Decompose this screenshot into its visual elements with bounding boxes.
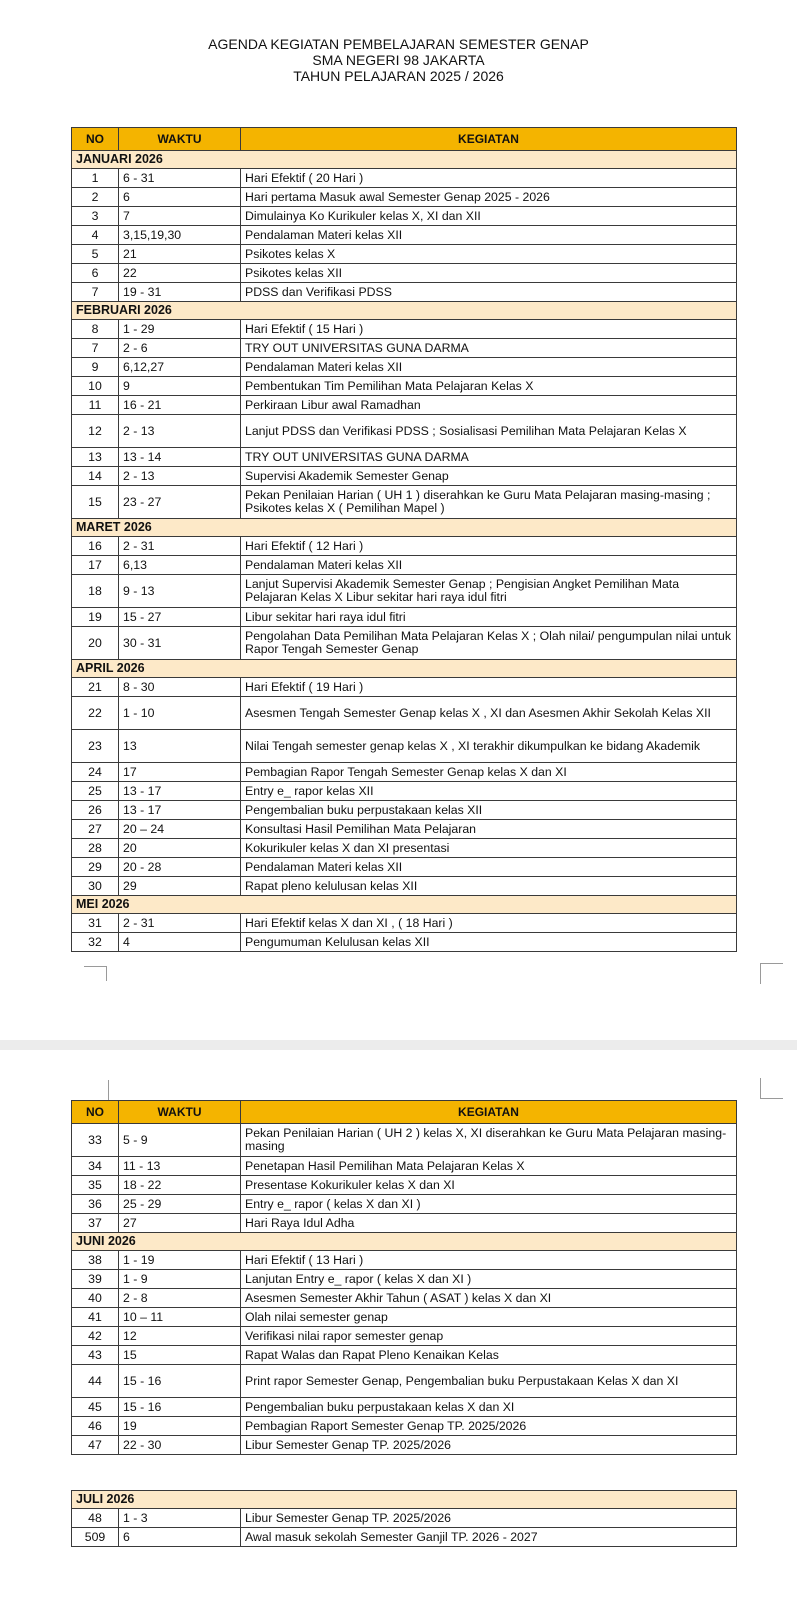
- row-number: 21: [72, 678, 119, 697]
- row-number: 22: [72, 697, 119, 730]
- row-kegiatan: Entry e_ rapor kelas XII: [241, 782, 737, 801]
- row-kegiatan: Asesmen Semester Akhir Tahun ( ASAT ) kelas X dan XI: [241, 1289, 737, 1308]
- row-number: 4: [72, 226, 119, 245]
- table-row: [72, 396, 737, 415]
- row-waktu: 2 - 31: [119, 537, 241, 556]
- row-waktu: 6: [119, 1528, 241, 1547]
- row-waktu: 1 - 19: [119, 1251, 241, 1270]
- row-waktu: 11 - 13: [119, 1157, 241, 1176]
- row-number: 26: [72, 801, 119, 820]
- table-row: [72, 415, 737, 448]
- table-row: [72, 537, 737, 556]
- row-kegiatan: Konsultasi Hasil Pemilihan Mata Pelajaran: [241, 820, 737, 839]
- table-row: [72, 1195, 737, 1214]
- row-number: 47: [72, 1436, 119, 1455]
- table-row: [72, 1308, 737, 1327]
- month-label: JANUARI 2026: [72, 151, 737, 169]
- title-line-2: SMA NEGERI 98 JAKARTA: [312, 52, 485, 68]
- row-waktu: 2 - 6: [119, 339, 241, 358]
- row-number: 9: [72, 358, 119, 377]
- row-number: 1: [72, 169, 119, 188]
- row-kegiatan: Pembagian Raport Semester Genap TP. 2025/2026: [241, 1417, 737, 1436]
- table-row: [72, 1124, 737, 1157]
- row-kegiatan: Pengembalian buku perpustakaan kelas X dan XI: [241, 1398, 737, 1417]
- row-kegiatan: Dimulainya Ko Kurikuler kelas X, XI dan XII: [241, 207, 737, 226]
- row-number: 31: [72, 914, 119, 933]
- row-number: 13: [72, 448, 119, 467]
- header-kegiatan: KEGIATAN: [241, 1101, 737, 1124]
- row-kegiatan: Presentase Kokurikuler kelas X dan XI: [241, 1176, 737, 1195]
- row-waktu: 27: [119, 1214, 241, 1233]
- row-number: 7: [72, 283, 119, 302]
- row-number: 6: [72, 264, 119, 283]
- row-kegiatan: TRY OUT UNIVERSITAS GUNA DARMA: [241, 448, 737, 467]
- table-row: [72, 556, 737, 575]
- month-header-row: [72, 519, 737, 537]
- row-waktu: 3,15,19,30: [119, 226, 241, 245]
- agenda-table-page-1: [71, 127, 737, 952]
- table-row: [72, 188, 737, 207]
- table-row: [72, 1157, 737, 1176]
- table-row: [72, 1417, 737, 1436]
- table-row: [72, 1289, 737, 1308]
- row-number: 24: [72, 763, 119, 782]
- row-waktu: 12: [119, 1327, 241, 1346]
- row-kegiatan: Perkiraan Libur awal Ramadhan: [241, 396, 737, 415]
- month-label: MEI 2026: [72, 896, 737, 914]
- table-row: [72, 933, 737, 952]
- row-number: 5: [72, 245, 119, 264]
- table-row: [72, 467, 737, 486]
- row-waktu: 8 - 30: [119, 678, 241, 697]
- row-kegiatan: TRY OUT UNIVERSITAS GUNA DARMA: [241, 339, 737, 358]
- table-row: [72, 1346, 737, 1365]
- row-number: 11: [72, 396, 119, 415]
- row-kegiatan: Rapat Walas dan Rapat Pleno Kenaikan Kelas: [241, 1346, 737, 1365]
- row-kegiatan: Libur sekitar hari raya idul fitri: [241, 608, 737, 627]
- row-number: 42: [72, 1327, 119, 1346]
- row-waktu: 4: [119, 933, 241, 952]
- month-header-row: [72, 1491, 737, 1509]
- table-row: [72, 678, 737, 697]
- row-waktu: 6 - 31: [119, 169, 241, 188]
- row-kegiatan: Pengolahan Data Pemilihan Mata Pelajaran Kelas X ; Olah nilai/ pengumpulan nilai untuk Rapor Tengah Semester Genap: [241, 627, 737, 660]
- row-number: 33: [72, 1124, 119, 1157]
- month-header-row: [72, 302, 737, 320]
- table-row: [72, 245, 737, 264]
- row-number: 25: [72, 782, 119, 801]
- table-row: [72, 339, 737, 358]
- table-row: [72, 377, 737, 396]
- row-kegiatan: Rapat pleno kelulusan kelas XII: [241, 877, 737, 896]
- month-label: MARET 2026: [72, 519, 737, 537]
- row-kegiatan: Nilai Tengah semester genap kelas X , XI terakhir dikumpulkan ke bidang Akademik: [241, 730, 737, 763]
- row-kegiatan: Hari pertama Masuk awal Semester Genap 2025 - 2026: [241, 188, 737, 207]
- row-waktu: 1 - 29: [119, 320, 241, 339]
- row-waktu: 6,12,27: [119, 358, 241, 377]
- table-row: [72, 730, 737, 763]
- table-row: [72, 1528, 737, 1547]
- row-kegiatan: Hari Efektif ( 12 Hari ): [241, 537, 737, 556]
- table-row: [72, 283, 737, 302]
- month-header-row: [72, 660, 737, 678]
- row-kegiatan: Lanjut Supervisi Akademik Semester Genap ; Pengisian Angket Pemilihan Mata Pelajaran Kelas X Libur sekitar hari raya idul fitri: [241, 575, 737, 608]
- row-kegiatan: Penetapan Hasil Pemilihan Mata Pelajaran Kelas X: [241, 1157, 737, 1176]
- table-row: [72, 914, 737, 933]
- row-waktu: 18 - 22: [119, 1176, 241, 1195]
- table-row: [72, 226, 737, 245]
- row-number: 10: [72, 377, 119, 396]
- row-kegiatan: Verifikasi nilai rapor semester genap: [241, 1327, 737, 1346]
- row-kegiatan: Lanjutan Entry e_ rapor ( kelas X dan XI ): [241, 1270, 737, 1289]
- row-waktu: 19 - 31: [119, 283, 241, 302]
- table-row: [72, 697, 737, 730]
- page-corner-mark: [760, 963, 783, 984]
- row-kegiatan: Hari Raya Idul Adha: [241, 1214, 737, 1233]
- row-number: 34: [72, 1157, 119, 1176]
- table-row: [72, 169, 737, 188]
- row-waktu: 30 - 31: [119, 627, 241, 660]
- page-corner-mark: [84, 966, 107, 981]
- row-number: 38: [72, 1251, 119, 1270]
- row-kegiatan: Hari Efektif ( 19 Hari ): [241, 678, 737, 697]
- row-number: 19: [72, 608, 119, 627]
- row-waktu: 15 - 16: [119, 1398, 241, 1417]
- table-row: [72, 839, 737, 858]
- row-waktu: 13 - 17: [119, 801, 241, 820]
- row-number: 37: [72, 1214, 119, 1233]
- row-waktu: 1 - 9: [119, 1270, 241, 1289]
- row-kegiatan: Pembagian Rapor Tengah Semester Genap kelas X dan XI: [241, 763, 737, 782]
- row-kegiatan: Pekan Penilaian Harian ( UH 1 ) diserahkan ke Guru Mata Pelajaran masing-masing ; Psikotes kelas X ( Pemilihan Mapel ): [241, 486, 737, 519]
- row-kegiatan: Libur Semester Genap TP. 2025/2026: [241, 1436, 737, 1455]
- header-no: NO: [72, 1101, 119, 1124]
- page-corner-mark: [760, 1078, 783, 1099]
- row-waktu: 6: [119, 188, 241, 207]
- row-waktu: 23 - 27: [119, 486, 241, 519]
- row-number: 39: [72, 1270, 119, 1289]
- table-row: [72, 448, 737, 467]
- header-no: NO: [72, 128, 119, 151]
- row-number: 27: [72, 820, 119, 839]
- month-label: APRIL 2026: [72, 660, 737, 678]
- row-kegiatan: Print rapor Semester Genap, Pengembalian buku Perpustakaan Kelas X dan XI: [241, 1365, 737, 1398]
- row-number: 48: [72, 1509, 119, 1528]
- row-waktu: 16 - 21: [119, 396, 241, 415]
- row-number: 18: [72, 575, 119, 608]
- page-two: [0, 1050, 797, 1600]
- table-row: [72, 1327, 737, 1346]
- row-waktu: 2 - 8: [119, 1289, 241, 1308]
- table-row: [72, 608, 737, 627]
- row-number: 45: [72, 1398, 119, 1417]
- row-waktu: 2 - 31: [119, 914, 241, 933]
- row-waktu: 1 - 3: [119, 1509, 241, 1528]
- month-header-row: [72, 896, 737, 914]
- row-kegiatan: Awal masuk sekolah Semester Ganjil TP. 2026 - 2027: [241, 1528, 737, 1547]
- row-kegiatan: Hari Efektif kelas X dan XI , ( 18 Hari ): [241, 914, 737, 933]
- row-kegiatan: Pendalaman Materi kelas XII: [241, 358, 737, 377]
- table-row: [72, 1251, 737, 1270]
- month-label: JUNI 2026: [72, 1233, 737, 1251]
- row-waktu: 7: [119, 207, 241, 226]
- row-waktu: 17: [119, 763, 241, 782]
- row-waktu: 2 - 13: [119, 467, 241, 486]
- table-row: [72, 763, 737, 782]
- table-row: [72, 1214, 737, 1233]
- page-corner-mark: [96, 1080, 109, 1100]
- row-kegiatan: Lanjut PDSS dan Verifikasi PDSS ; Sosialisasi Pemilihan Mata Pelajaran Kelas X: [241, 415, 737, 448]
- row-waktu: 10 – 11: [119, 1308, 241, 1327]
- row-kegiatan: Pekan Penilaian Harian ( UH 2 ) kelas X, XI diserahkan ke Guru Mata Pelajaran masing-masing: [241, 1124, 737, 1157]
- row-kegiatan: Psikotes kelas X: [241, 245, 737, 264]
- title-line-3: TAHUN PELAJARAN 2025 / 2026: [293, 68, 504, 84]
- header-waktu: WAKTU: [119, 1101, 241, 1124]
- month-label: FEBRUARI 2026: [72, 302, 737, 320]
- table-row: [72, 1398, 737, 1417]
- month-header-row: [72, 1233, 737, 1251]
- row-kegiatan: Libur Semester Genap TP. 2025/2026: [241, 1509, 737, 1528]
- table-row: [72, 1176, 737, 1195]
- row-waktu: 15: [119, 1346, 241, 1365]
- row-waktu: 1 - 10: [119, 697, 241, 730]
- row-waktu: 19: [119, 1417, 241, 1436]
- row-waktu: 9: [119, 377, 241, 396]
- row-kegiatan: Psikotes kelas XII: [241, 264, 737, 283]
- document-title: [0, 36, 797, 84]
- header-waktu: WAKTU: [119, 128, 241, 151]
- row-kegiatan: Pengembalian buku perpustakaan kelas XII: [241, 801, 737, 820]
- row-number: 17: [72, 556, 119, 575]
- row-number: 23: [72, 730, 119, 763]
- table-row: [72, 358, 737, 377]
- row-number: 16: [72, 537, 119, 556]
- row-waktu: 13: [119, 730, 241, 763]
- row-kegiatan: Entry e_ rapor ( kelas X dan XI ): [241, 1195, 737, 1214]
- table-row: [72, 575, 737, 608]
- row-number: 44: [72, 1365, 119, 1398]
- row-waktu: 25 - 29: [119, 1195, 241, 1214]
- header-kegiatan: KEGIATAN: [241, 128, 737, 151]
- table-row: [72, 858, 737, 877]
- row-waktu: 20 - 28: [119, 858, 241, 877]
- row-number: 29: [72, 858, 119, 877]
- row-kegiatan: PDSS dan Verifikasi PDSS: [241, 283, 737, 302]
- row-waktu: 13 - 14: [119, 448, 241, 467]
- table-row: [72, 264, 737, 283]
- row-kegiatan: Asesmen Tengah Semester Genap kelas X , XI dan Asesmen Akhir Sekolah Kelas XII: [241, 697, 737, 730]
- page-separator: [0, 1040, 797, 1050]
- row-kegiatan: Supervisi Akademik Semester Genap: [241, 467, 737, 486]
- row-number: 40: [72, 1289, 119, 1308]
- row-number: 32: [72, 933, 119, 952]
- row-number: 7: [72, 339, 119, 358]
- agenda-table-july: [71, 1490, 737, 1547]
- table-row: [72, 801, 737, 820]
- row-waktu: 5 - 9: [119, 1124, 241, 1157]
- row-kegiatan: Pendalaman Materi kelas XII: [241, 858, 737, 877]
- table-row: [72, 820, 737, 839]
- row-waktu: 6,13: [119, 556, 241, 575]
- row-waktu: 20: [119, 839, 241, 858]
- agenda-table-page-2: [71, 1100, 737, 1455]
- row-number: 8: [72, 320, 119, 339]
- row-waktu: 15 - 27: [119, 608, 241, 627]
- table-row: [72, 320, 737, 339]
- row-number: 43: [72, 1346, 119, 1365]
- row-waktu: 20 – 24: [119, 820, 241, 839]
- row-kegiatan: Olah nilai semester genap: [241, 1308, 737, 1327]
- row-number: 41: [72, 1308, 119, 1327]
- row-kegiatan: Pembentukan Tim Pemilihan Mata Pelajaran Kelas X: [241, 377, 737, 396]
- table-row: [72, 1436, 737, 1455]
- row-number: 12: [72, 415, 119, 448]
- row-waktu: 13 - 17: [119, 782, 241, 801]
- row-waktu: 29: [119, 877, 241, 896]
- table-row: [72, 1270, 737, 1289]
- row-waktu: 2 - 13: [119, 415, 241, 448]
- row-waktu: 22 - 30: [119, 1436, 241, 1455]
- row-kegiatan: Hari Efektif ( 20 Hari ): [241, 169, 737, 188]
- row-waktu: 9 - 13: [119, 575, 241, 608]
- row-kegiatan: Kokurikuler kelas X dan XI presentasi: [241, 839, 737, 858]
- row-waktu: 22: [119, 264, 241, 283]
- table-row: [72, 877, 737, 896]
- row-number: 36: [72, 1195, 119, 1214]
- row-waktu: 21: [119, 245, 241, 264]
- row-number: 35: [72, 1176, 119, 1195]
- row-number: 20: [72, 627, 119, 660]
- row-number: 28: [72, 839, 119, 858]
- row-kegiatan: Pengumuman Kelulusan kelas XII: [241, 933, 737, 952]
- row-number: 2: [72, 188, 119, 207]
- row-waktu: 15 - 16: [119, 1365, 241, 1398]
- row-kegiatan: Hari Efektif ( 13 Hari ): [241, 1251, 737, 1270]
- month-label: JULI 2026: [72, 1491, 737, 1509]
- row-number: 509: [72, 1528, 119, 1547]
- row-kegiatan: Hari Efektif ( 15 Hari ): [241, 320, 737, 339]
- row-number: 3: [72, 207, 119, 226]
- table-row: [72, 782, 737, 801]
- row-number: 46: [72, 1417, 119, 1436]
- row-kegiatan: Pendalaman Materi kelas XII: [241, 226, 737, 245]
- table-row: [72, 1365, 737, 1398]
- title-line-1: AGENDA KEGIATAN PEMBELAJARAN SEMESTER GENAP: [208, 36, 589, 52]
- table-row: [72, 486, 737, 519]
- table-row: [72, 627, 737, 660]
- row-kegiatan: Pendalaman Materi kelas XII: [241, 556, 737, 575]
- row-number: 14: [72, 467, 119, 486]
- table-row: [72, 1509, 737, 1528]
- row-number: 30: [72, 877, 119, 896]
- row-number: 15: [72, 486, 119, 519]
- month-header-row: [72, 151, 737, 169]
- table-row: [72, 207, 737, 226]
